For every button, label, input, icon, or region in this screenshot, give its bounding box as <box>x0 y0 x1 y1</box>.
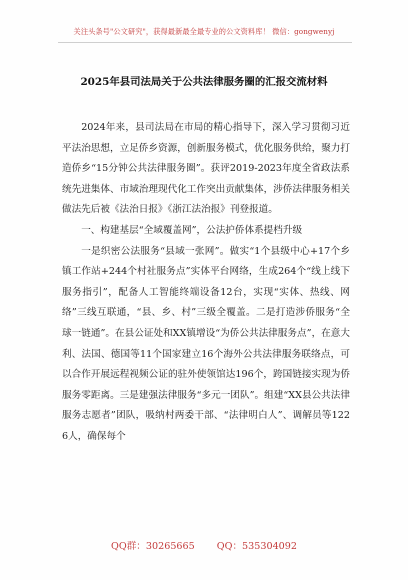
footer-qq-group: QQ群：30265665 <box>110 541 195 552</box>
section-heading: 一、构建基层“全域覆盖网”，公法护侨体系提档升级 <box>81 224 303 236</box>
footer-qq-number: QQ：535304092 <box>216 541 297 552</box>
paragraph: 一是织密公法服务“县域一张网”。做实“1个县级中心+17个乡镇工作站+244个村社服务点”实体平台网络，生成264个“线上线下服务指引”，配备人工智能终端设备12台，实现“实体、热线、网络”三线互联通，“县、乡、村”三级全覆盖。二是打造涉侨服务“全球一链通”。在县公证处和XX镇增设“为侨公共法律服务点”，在意大利、法国、德国等11个国家建立16个海外公共法律服务联络点，可以合作开展远程视频公证的驻外使领馆达196个，跨国链接实现为侨服务零距离。三是建强法律服务“多元一团队”。组建“XX县公共法律服务志愿者”团队，吸纳村两委干部、“法律明白人”、调解员等1226人，确保每个 <box>62 245 350 442</box>
footer-contact <box>0 538 408 552</box>
header-divider <box>58 42 352 43</box>
paragraph: 2024年来，县司法局在市局的精心指导下，深入学习贯彻习近平法治思想，立足侨乡资源，创新服务模式，优化服务供给，聚力打造侨乡“15分钟公共法律服务圈”。获评2019-2023年度全省政法系统先进集体、市域治理现代化工作突出贡献集体，涉侨法律服务相关做法先后被《法治日报》《浙江法治报》刊登报道。 <box>62 122 350 216</box>
header-banner: 关注头条号"公文研究"，获得最新最全最专业的公文资料库！ 微信：gongwenyj <box>73 27 335 36</box>
document-title: 2025年县司法局关于公共法律服务圈的汇报交流材料 <box>80 76 328 88</box>
document-body <box>62 118 350 448</box>
